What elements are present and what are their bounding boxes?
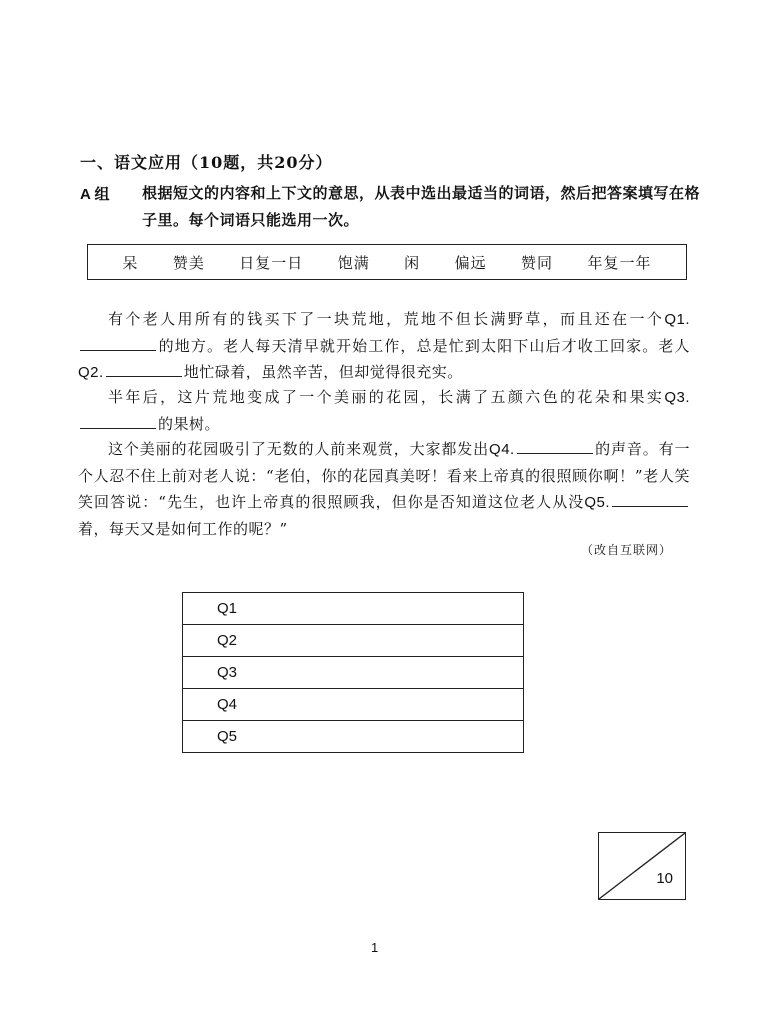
word-bank-item: 年复一年 <box>587 253 652 272</box>
answer-table <box>182 592 524 753</box>
question-marker-q2: Q2. <box>78 364 104 381</box>
passage-paragraph-2 <box>78 384 690 437</box>
instruction-text: 根据短文的内容和上下文的意思，从表中选出最适当的词语，然后把答案填写在格子里。每个词语只能选用一次。 <box>142 184 701 229</box>
answer-row <box>183 689 524 721</box>
passage-text: 半年后，这片荒地变成了一个美丽的花园，长满了五颜六色的花朵和果实 <box>108 388 665 406</box>
word-bank-item: 饱满 <box>337 253 370 272</box>
answer-row-label: Q1 <box>217 600 238 617</box>
blank-q3[interactable] <box>80 412 156 429</box>
answer-row <box>183 657 524 689</box>
passage-text: 这个美丽的花园吸引了无数的人前来观赏，大家都发出 <box>108 440 490 458</box>
word-bank-box <box>87 244 687 280</box>
answer-cell-q3[interactable] <box>183 657 524 689</box>
word-bank-item: 闲 <box>404 253 421 272</box>
blank-q4[interactable] <box>517 437 593 454</box>
answer-cell-q2[interactable] <box>183 625 524 657</box>
answer-row <box>183 593 524 625</box>
answer-cell-q5[interactable] <box>183 721 524 753</box>
blank-q2[interactable] <box>106 360 182 377</box>
answer-row-label: Q5 <box>217 728 238 745</box>
word-bank-item: 日复一日 <box>239 253 304 272</box>
question-marker-q3: Q3. <box>664 389 690 406</box>
word-bank-item: 呆 <box>122 253 139 272</box>
question-marker-q1: Q1. <box>664 311 690 328</box>
passage-paragraph-1 <box>78 306 690 386</box>
answer-row <box>183 721 524 753</box>
answer-row-label: Q4 <box>217 696 238 713</box>
answer-cell-q1[interactable] <box>183 593 524 625</box>
blank-q5[interactable] <box>612 490 688 507</box>
question-marker-q5: Q5. <box>584 494 610 511</box>
passage-text: 地忙碌着，虽然辛苦，但却觉得很充实。 <box>183 363 463 381</box>
question-marker-q4: Q4. <box>489 441 515 458</box>
passage-paragraph-3 <box>78 436 690 542</box>
score-box <box>598 832 686 900</box>
answer-cell-q4[interactable] <box>183 689 524 721</box>
page-number: 1 <box>371 940 379 955</box>
source-note: （改自互联网） <box>580 543 672 557</box>
passage-text: 的声音。有一个人忍不住上前对老人说：“老伯，你的花园真美呀！看来上帝真的很照顾你啊！”老人笑笑回答说：“先生，也许上帝真的很照顾我，但你是否知道这位老人从没 <box>78 440 690 511</box>
group-label: A 组 <box>80 186 110 203</box>
answer-row-label: Q2 <box>217 632 238 649</box>
answer-row-label: Q3 <box>217 664 238 681</box>
passage-text: 着，每天又是如何工作的呢？” <box>78 520 288 538</box>
blank-q1[interactable] <box>80 334 156 351</box>
passage-text: 有个老人用所有的钱买下了一块荒地，荒地不但长满野草，而且还在一个 <box>108 310 665 328</box>
passage-text: 的果树。 <box>158 415 221 433</box>
score-box-diagonal <box>599 833 685 899</box>
word-bank-item: 赞美 <box>172 253 205 272</box>
passage-text: 的地方。老人每天清早就开始工作，总是忙到太阳下山后才收工回家。老人 <box>158 337 690 355</box>
section-title: 一、语文应用（10题，共20分） <box>80 153 333 172</box>
word-bank-item: 偏远 <box>454 253 487 272</box>
answer-row <box>183 625 524 657</box>
score-total: 10 <box>656 870 673 887</box>
word-bank-item: 赞同 <box>521 253 554 272</box>
